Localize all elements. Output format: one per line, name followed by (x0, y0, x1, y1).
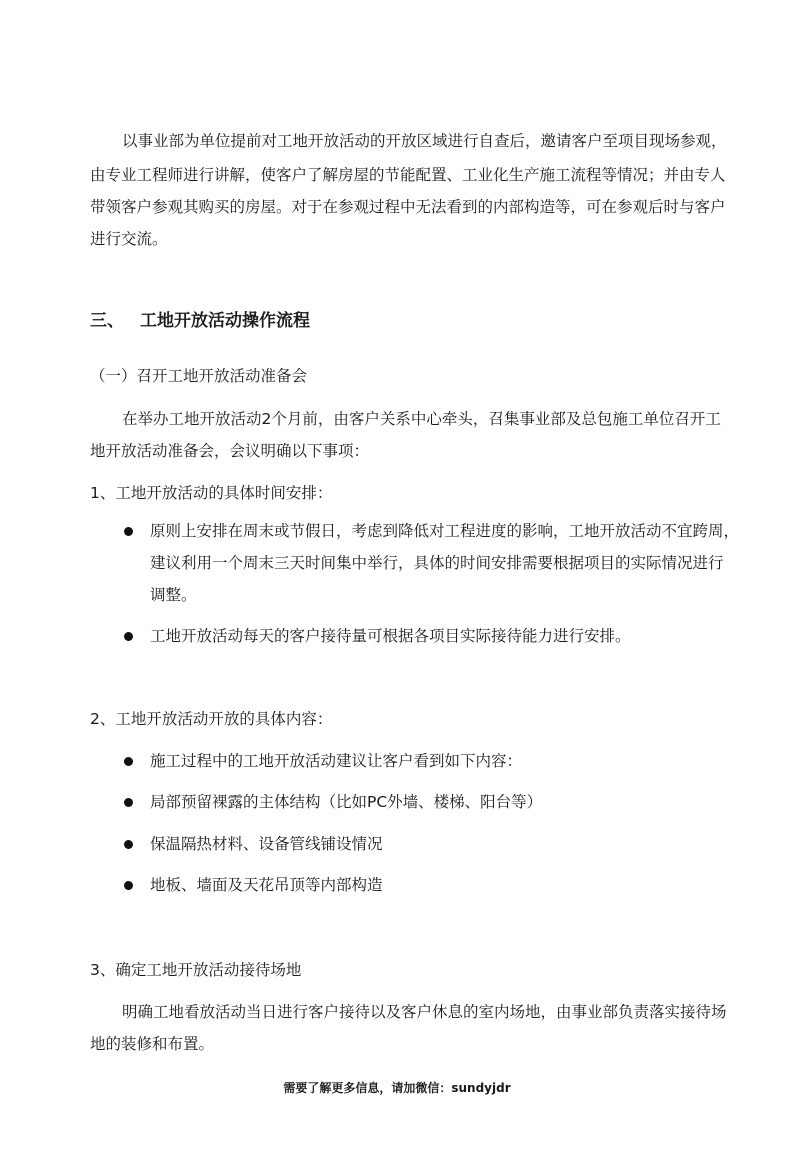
footer-contact-note: 需要了解更多信息，请加微信：sundyjdr (283, 1081, 511, 1095)
section-heading (90, 309, 310, 333)
bullet-dot (124, 757, 133, 766)
intro-line-3: 带领客户参观其购买的房屋。对于在参观过程中无法看到的内部构造等，可在参观后时与客户 (90, 198, 726, 216)
item3-title: 3、确定工地开放活动接待场地 (90, 961, 302, 979)
bullet-dot (124, 840, 133, 849)
subsection-para-line-2: 地开放活动准备会，会议明确以下事项： (90, 442, 370, 460)
item2-bullet3: 保温隔热材料、设备管线铺设情况 (150, 835, 383, 853)
bullet-dot (124, 632, 133, 641)
item2-bullet4: 地板、墙面及天花吊顶等内部构造 (150, 876, 383, 894)
item1-title: 1、工地开放活动的具体时间安排： (90, 484, 333, 502)
item2-bullet2: 局部预留裸露的主体结构（比如PC外墙、楼梯、阳台等） (150, 793, 543, 811)
item2-bullet1: 施工过程中的工地开放活动建议让客户看到如下内容： (150, 752, 523, 770)
item1-bullet1-line2: 建议利用一个周末三天时间集中举行，具体的时间安排需要根据项目的实际情况进行 (150, 554, 724, 572)
subsection-title: （一）召开工地开放活动准备会 (90, 367, 308, 385)
item1-bullet1-line3: 调整。 (150, 586, 197, 604)
section-title: 工地开放活动操作流程 (140, 311, 310, 331)
item1-bullet1-line1: 原则上安排在周末或节假日，考虑到降低对工程进度的影响，工地开放活动不宜跨周， (150, 522, 740, 540)
intro-line-4: 进行交流。 (90, 230, 168, 248)
intro-line-2: 由专业工程师进行讲解，使客户了解房屋的节能配置、工业化生产施工流程等情况；并由专人 (90, 166, 726, 184)
item3-para-line-2: 地的装修和布置。 (90, 1035, 215, 1053)
bullet-dot (124, 881, 133, 890)
item3-para-line-1: 明确工地看放活动当日进行客户接待以及客户休息的室内场地，由事业部负责落实接待场 (122, 1003, 727, 1021)
section-number: 三、 (90, 311, 124, 331)
intro-line-1: 以事业部为单位提前对工地开放活动的开放区域进行自查后，邀请客户至项目现场参观， (122, 132, 727, 150)
item2-title: 2、工地开放活动开放的具体内容： (90, 710, 333, 728)
bullet-dot (124, 527, 133, 536)
subsection-para-line-1: 在举办工地开放活动2个月前，由客户关系中心牵头，召集事业部及总包施工单位召开工 (122, 410, 721, 428)
bullet-dot (124, 798, 133, 807)
item1-bullet2: 工地开放活动每天的客户接待量可根据各项目实际接待能力进行安排。 (150, 627, 631, 645)
